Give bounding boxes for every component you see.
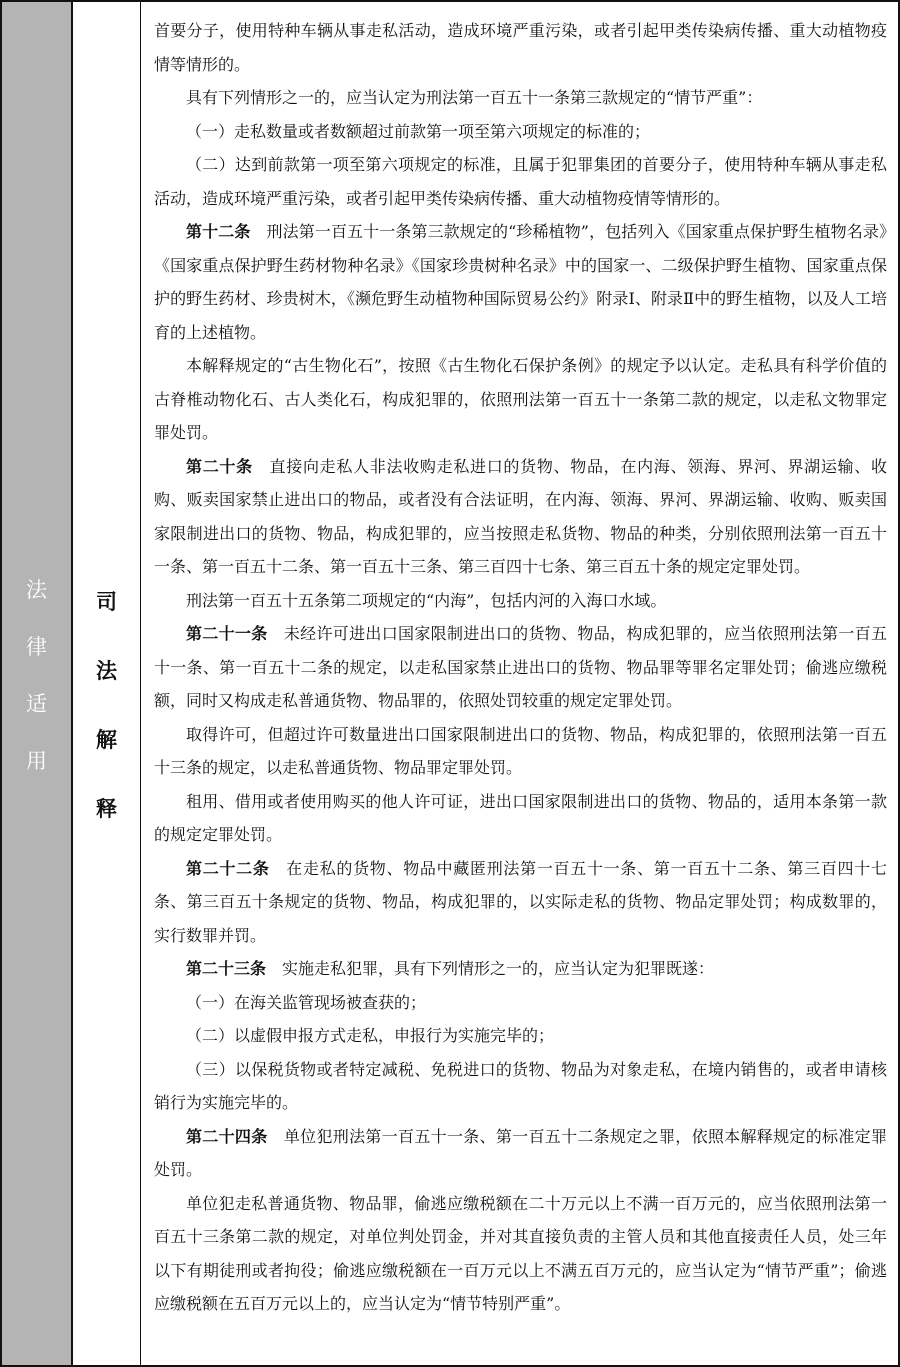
paragraph-text: 租用、借用或者使用购买的他人许可证，进出口国家限制进出口的货物、物品的，适用本条第一款的规定定罪处罚。	[154, 791, 887, 844]
paragraph	[154, 952, 887, 986]
paragraph-text: 单位犯走私普通货物、物品罪，偷逃应缴税额在二十万元以上不满一百万元的，应当依照刑法第一百五十三条第二款的规定，对单位判处罚金，并对其直接负责的主管人员和其他直接责任人员，处三年以下有期徒刑或者拘役；偷逃应缴税额在一百万元以上不满五百万元的，应当认定为“情节严重”；偷逃应缴税额在五百万元以上的，应当认定为“情节特别严重”。	[154, 1193, 887, 1313]
paragraph-text: 直接向走私人非法收购走私进口的货物、物品，在内海、领海、界河、界湖运输、收购、贩卖国家禁止进出口的物品，或者没有合法证明，在内海、领海、界河、界湖运输、收购、贩卖国家限制进出口的货物、物品，构成犯罪的，应当按照走私货物、物品的种类，分别依照刑法第一百五十一条、第一百五十二条、第一百五十三条、第三百四十七条、第三百五十条的规定定罪处罚。	[154, 456, 887, 576]
paragraph-text: 首要分子，使用特种车辆从事走私活动，造成环境严重污染，或者引起甲类传染病传播、重大动植物疫情等情形的。	[154, 21, 887, 74]
paragraph-text: （二）以虚假申报方式走私，申报行为实施完毕的；	[186, 1026, 555, 1045]
paragraph	[154, 450, 887, 584]
article-number: 第二十四条	[186, 1126, 268, 1146]
category-label	[2, 562, 71, 790]
paragraph-text: 刑法第一百五十一条第三款规定的“珍稀植物”，包括列入《国家重点保护野生植物名录》《国家重点保护野生药材物种名录》《国家珍贵树种名录》中的国家一、二级保护野生植物、国家重点保护的野生药材、珍贵树木，《濒危野生动植物种国际贸易公约》附录Ⅰ、附录Ⅱ中的野生植物，以及人工培育的上述植物。	[154, 222, 887, 342]
paragraph-text: （一）在海关监管现场被查获的；	[186, 992, 427, 1012]
paragraph	[154, 215, 887, 349]
paragraph-text: 取得许可，但超过许可数量进出口国家限制进出口的货物、物品，构成犯罪的，依照刑法第一百五十三条的规定，以走私普通货物、物品罪定罪处罚。	[154, 724, 887, 777]
subcategory-char: 法	[96, 659, 117, 683]
paragraph-text: （三）以保税货物或者特定减税、免税进口的货物、物品为对象走私，在境内销售的，或者申请核销行为实施完毕的。	[154, 1059, 887, 1112]
article-number: 第十二条	[186, 222, 251, 241]
paragraph-text: 刑法第一百五十五条第二项规定的“内海”，包括内河的入海口水域。	[186, 590, 667, 610]
paragraph	[154, 1053, 887, 1120]
category-char: 律	[26, 635, 47, 659]
paragraph-text: （一）走私数量或者数额超过前款第一项至第六项规定的标准的；	[186, 121, 651, 141]
document-body	[154, 14, 887, 1321]
article-number: 第二十一条	[186, 624, 268, 643]
subcategory-column	[73, 2, 141, 1365]
paragraph	[154, 81, 887, 115]
subcategory-char: 解	[96, 728, 117, 752]
paragraph-text: 在走私的货物、物品中藏匿刑法第一百五十一条、第一百五十二条、第三百四十七条、第三百五十条规定的货物、物品，构成犯罪的，以实际走私的货物、物品定罪处罚；构成数罪的，实行数罪并罚。	[154, 858, 887, 945]
paragraph-text: 具有下列情形之一的，应当认定为刑法第一百五十一条第三款规定的“情节严重”：	[186, 88, 763, 107]
paragraph	[154, 148, 887, 215]
category-char: 适	[26, 692, 47, 716]
category-column	[2, 2, 73, 1365]
paragraph-text: 实施走私犯罪，具有下列情形之一的，应当认定为犯罪既遂：	[282, 959, 715, 978]
article-number: 第二十条	[186, 456, 253, 476]
paragraph	[154, 986, 887, 1020]
paragraph	[154, 584, 887, 618]
category-char: 用	[26, 749, 47, 773]
paragraph	[154, 349, 887, 450]
subcategory-label	[73, 568, 140, 844]
paragraph-text: 未经许可进出口国家限制进出口的货物、物品，构成犯罪的，应当依照刑法第一百五十一条、第一百五十二条的规定，以走私国家禁止进出口的货物、物品罪等罪名定罪处罚；偷逃应缴税额，同时又构成走私普通货物、物品罪的，依照处罚较重的规定定罪处罚。	[154, 624, 887, 710]
paragraph-text: 单位犯刑法第一百五十一条、第一百五十二条规定之罪，依照本解释规定的标准定罪处罚。	[154, 1126, 887, 1179]
paragraph	[154, 115, 887, 149]
article-number: 第二十二条	[186, 858, 270, 878]
article-number: 第二十三条	[186, 959, 267, 978]
paragraph	[154, 14, 887, 81]
paragraph-text: （二）达到前款第一项至第六项规定的标准，且属于犯罪集团的首要分子，使用特种车辆从事走私活动，造成环境严重污染，或者引起甲类传染病传播、重大动植物疫情等情形的。	[154, 155, 887, 208]
paragraph	[154, 852, 887, 953]
subcategory-char: 释	[96, 797, 117, 821]
paragraph	[154, 1120, 887, 1187]
subcategory-char: 司	[96, 590, 117, 614]
paragraph-text: 本解释规定的“古生物化石”，按照《古生物化石保护条例》的规定予以认定。走私具有科学价值的古脊椎动物化石、古人类化石，构成犯罪的，依照刑法第一百五十一条第二款的规定，以走私文物罪定罪处罚。	[154, 356, 887, 442]
paragraph	[154, 1019, 887, 1053]
paragraph	[154, 718, 887, 785]
paragraph	[154, 617, 887, 718]
category-char: 法	[26, 578, 47, 602]
paragraph	[154, 1187, 887, 1321]
paragraph	[154, 785, 887, 852]
